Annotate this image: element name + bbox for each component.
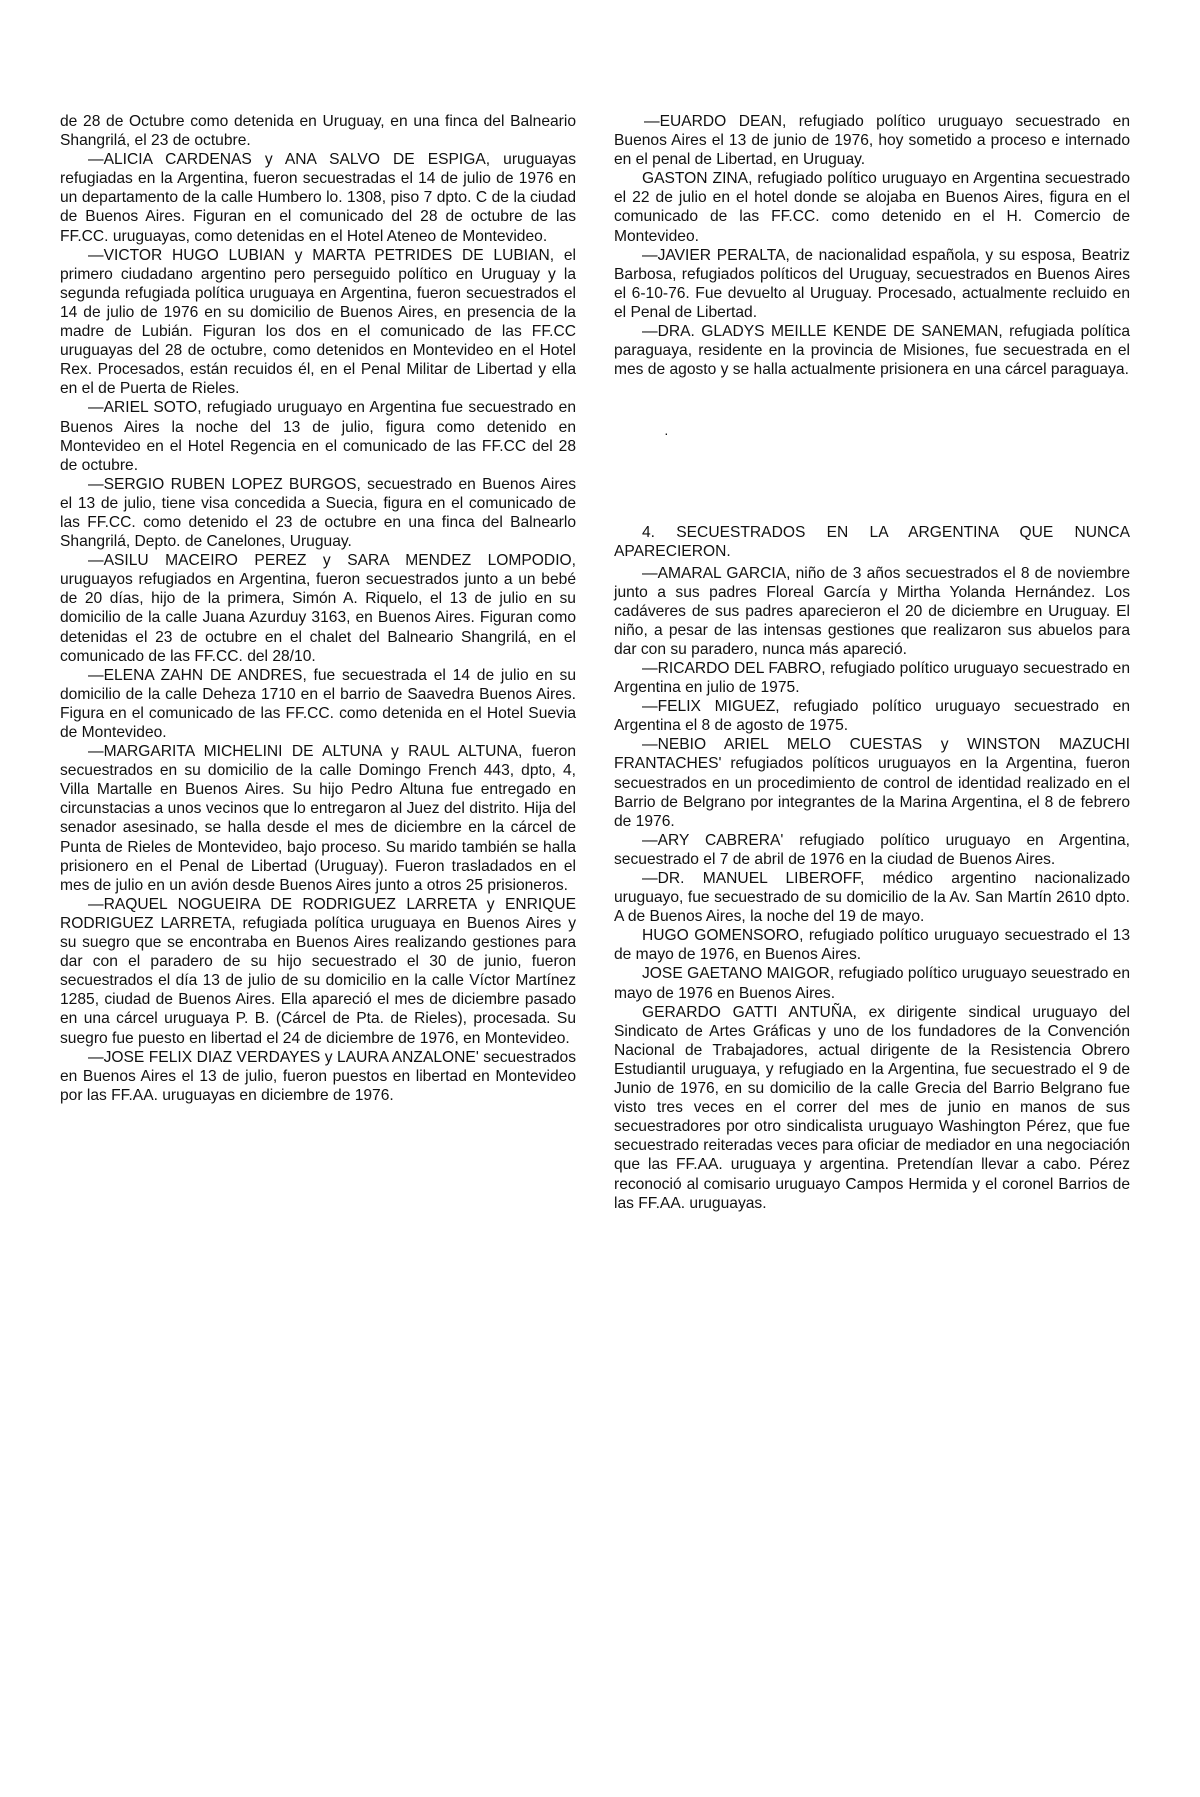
paragraph-melo-mazuchi: —NEBIO ARIEL MELO CUESTAS y WINSTON MAZUCHI FRANTACHES' refugiados políticos uruguayos en la Argentina, fueron secuestrados en un procedimiento de control de identidad realizado en el Barrio de Belgrano por integrantes de la Marina Argentina, el 8 de febrero de 1976. bbox=[614, 736, 1130, 830]
section-spacer bbox=[614, 379, 1130, 523]
paragraph-zahn-de-andres: —ELENA ZAHN DE ANDRES, fue secuestrada el 14 de julio en su domicilio de la calle Deheza 1710 en el barrio de Saavedra Buenos Aires. Figura en el comunicado de las FF.CC. como detenida en el Hotel Suevia de Montevideo. bbox=[60, 666, 576, 741]
paragraph-soto: —ARIEL SOTO, refugiado uruguayo en Argentina fue secuestrado en Buenos Aires la noche del 13 de julio, figura como detenido en Montevideo en el Hotel Regencia en el comunicado de las FF.CC del 28 de octubre. bbox=[60, 399, 576, 474]
right-column bbox=[614, 112, 1130, 1213]
paragraph-miguez: —FELIX MIGUEZ, refugiado político uruguayo secuestrado en Argentina el 8 de agosto de 1975. bbox=[614, 698, 1130, 735]
paragraph-diaz-anzalone: —JOSE FELIX DIAZ VERDAYES y LAURA ANZALONE' secuestrados en Buenos Aires el 13 de julio, fueron puestos en libertad en Montevideo por las FF.AA. uruguayas en diciembre de 1976. bbox=[60, 1048, 576, 1104]
paragraph-rodriguez-larreta: —RAQUEL NOGUEIRA DE RODRIGUEZ LARRETA y ENRIQUE RODRIGUEZ LARRETA, refugiada política uruguaya en Buenos Aires y su suegro que se encontraba en Buenos Aires realizando gestiones para dar con el paradero de su hijo secuestrado el 30 de junio, fueron secuestrados el día 13 de julio de su domicilio en la calle Víctor Martínez 1285, ciudad de Buenos Aires. Ella apareció el mes de diciembre pasado en una cárcel uruguaya P. B. (Cárcel de Pta. de Rieles), procesada. Su suegro fue puesto en libertad el 24 de diciembre de 1976, en Montevideo. bbox=[60, 895, 576, 1047]
section-heading: 4. SECUESTRADOS EN LA ARGENTINA QUE NUNCA APARECIERON. bbox=[614, 524, 1130, 561]
print-speck: · bbox=[664, 425, 669, 441]
paragraph-peralta: —JAVIER PERALTA, de nacionalidad española, y su esposa, Beatriz Barbosa, refugiados políticos del Uruguay, secuestrados en Buenos Aires el 6-10-76. Fue devuelto al Uruguay. Procesado, actualmente recluido en el Penal de Libertad. bbox=[614, 246, 1130, 321]
paragraph-zina: GASTON ZINA, refugiado político uruguayo en Argentina secuestrado el 22 de julio en el hotel donde se alojaba en Buenos Aires, figura en el comunicado de las FF.CC. como detenido en el H. Comercio de Montevideo. bbox=[614, 170, 1130, 245]
paragraph-maigor: JOSE GAETANO MAIGOR, refugiado político uruguayo seuestrado en mayo de 1976 en Buenos Aires. bbox=[614, 965, 1130, 1002]
paragraph-meille-kende: —DRA. GLADYS MEILLE KENDE DE SANEMAN, refugiada política paraguaya, residente en la provincia de Misiones, fue secuestrada en el mes de agosto y se halla actualmente prisionera en una cárcel paraguaya. bbox=[614, 323, 1130, 379]
paragraph-cardenas-salvo: —ALICIA CARDENAS y ANA SALVO DE ESPIGA, uruguayas refugiadas en la Argentina, fueron secuestradas el 14 de julio de 1976 en un departamento de la calle Humbero lo. 1308, piso 7 dpto. C de la ciudad de Buenos Aires. Figuran en el comunicado del 28 de octubre de las FF.CC. uruguayas, como detenidas en el Hotel Ateneo de Montevideo. bbox=[60, 151, 576, 245]
paragraph-liberoff: —DR. MANUEL LIBEROFF, médico argentino nacionalizado uruguayo, fue secuestrado de su domicilio de la Av. San Martín 2610 dpto. A de Buenos Aires, la noche del 19 de mayo. bbox=[614, 870, 1130, 926]
paragraph-gomensoro: HUGO GOMENSORO, refugiado político uruguayo secuestrado el 13 de mayo de 1976, en Buenos Aires. bbox=[614, 927, 1130, 964]
left-column bbox=[60, 112, 576, 1105]
paragraph-continuation: de 28 de Octubre como detenida en Uruguay, en una finca del Balneario Shangrilá, el 23 de octubre. bbox=[60, 113, 576, 150]
paragraph-lubian-petrides: —VICTOR HUGO LUBIAN y MARTA PETRIDES DE LUBIAN, el primero ciudadano argentino pero perseguido político en Uruguay y la segunda refugiada política uruguaya en Argentina, fueron secuestrados el 14 de julio de 1976 en su domicilio de Buenos Aires, en presencia de la madre de Lubián. Figuran los dos en el comunicado de las FF.CC uruguayas del 28 de octubre, como detenidos en Montevideo en el Hotel Rex. Procesados, están recuidos él, en el Penal Militar de Libertad y ella en el de Puerta de Rieles. bbox=[60, 246, 576, 398]
paragraph-dean: —EUARDO DEAN, refugiado político uruguayo secuestrado en Buenos Aires el 13 de junio de 1976, hoy sometido a proceso e internado en el penal de Libertad, en Uruguay. bbox=[614, 113, 1130, 169]
paragraph-cabrera: —ARY CABRERA' refugiado político uruguayo en Argentina, secuestrado el 7 de abril de 1976 en la ciudad de Buenos Aires. bbox=[614, 831, 1130, 868]
paragraph-lopez-burgos: —SERGIO RUBEN LOPEZ BURGOS, secuestrado en Buenos Aires el 13 de julio, tiene visa concedida a Suecia, figura en el comunicado de las FF.CC. como detenido el 23 de octubre en una finca del Balnearlo Shangrilá, Depto. de Canelones, Uruguay. bbox=[60, 475, 576, 551]
paragraph-michelini-altuna: —MARGARITA MICHELINI DE ALTUNA y RAUL ALTUNA, fueron secuestrados en su domicilio de la calle Domingo French 443, dpto, 4, Villa Martalle en Buenos Aires. Su hijo Pedro Altuna fue entregado en circunstacias a unos vecinos que lo entregaron al Juez del distrito. Hija del senador asesinado, se halla desde el mes de diciembre en la cárcel de Punta de Rieles de Montevideo, bajo proceso. Su marido también se halla prisionero en el Penal de Libertad (Uruguay). Fueron trasladados en el mes de julio en un avión desde Buenos Aires junto a otros 25 prisioneros. bbox=[60, 743, 576, 894]
paragraph-gatti-antuna: GERARDO GATTI ANTUÑA, ex dirigente sindical uruguayo del Sindicato de Artes Gráficas y uno de los fundadores de la Convención Nacional de Trabajadores, actual dirigente de la Resistencia Obrero Estudiantil uruguaya, y refugiado en la Argentina, fue secuestrado el 9 de Junio de 1976, en su domicilio de la calle Grecia del Barrio Belgrano fue visto tres veces en el correr del mes de junio en manos de sus secuestradores por otro sindicalista uruguayo Washington Pérez, que fue secuestrado reiteradas veces para oficiar de mediador en una negociación que las FF.AA. uruguaya y argentina. Pretendían llevar a cabo. Pérez reconoció al comisario uruguayo Campos Hermida y el coronel Barrios de las FF.AA. uruguayas. bbox=[614, 1003, 1130, 1212]
paragraph-del-fabro: —RICARDO DEL FABRO, refugiado político uruguayo secuestrado en Argentina en julio de 1975. bbox=[614, 659, 1130, 697]
paragraph-amaral-garcia: —AMARAL GARCIA, niño de 3 años secuestrados el 8 de noviembre junto a sus padres Floreal García y Mirtha Yolanda Hernández. Los cadáveres de sus padres aparecieron el 20 de diciembre en Uruguay. El niño, a pesar de las intensas gestiones que realizaron sus abuelos para dar con su paradero, nunca más apareció. bbox=[614, 564, 1130, 658]
paragraph-maceiro-mendez: —ASILU MACEIRO PEREZ y SARA MENDEZ LOMPODIO, uruguayos refugiados en Argentina, fueron secuestrados junto a un bebé de 20 días, hijo de la primera, Simón A. Riquelo, el 13 de julio en su domicilio de la calle Juana Azurduy 3163, en Buenos Aires. Figuran como detenidas el 23 de octubre en el chalet del Balneario Shangrilá, en el comunicado de las FF.CC. del 28/10. bbox=[60, 552, 576, 665]
